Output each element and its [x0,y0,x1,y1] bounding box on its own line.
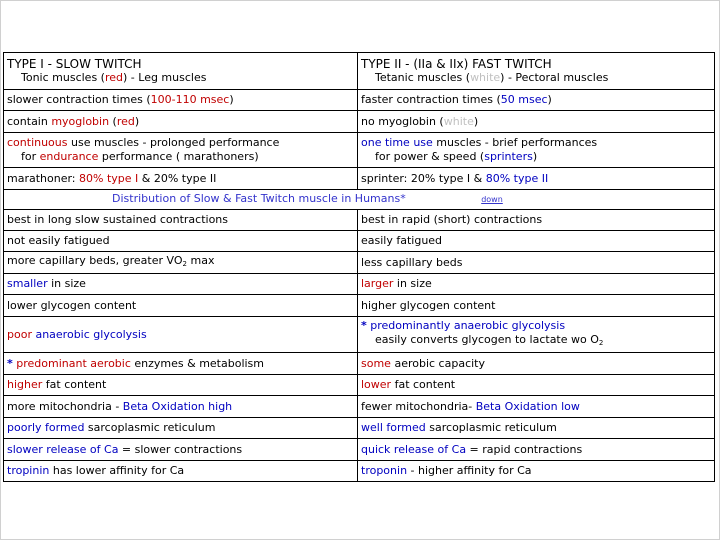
cell-left [4,133,358,168]
text-segment: Tonic muscles ( [21,71,105,84]
text-segment: tropinin [7,464,50,477]
text-segment: use muscles - prolonged performance [67,136,280,149]
text-segment: ) - Leg muscles [123,71,207,84]
text-segment: glycolysis [508,319,566,332]
text-segment: ) - Pectoral muscles [500,71,609,84]
cell-left [4,317,358,353]
text-segment: fat content [391,378,456,391]
text-segment: one time use [361,136,433,149]
muscle-fiber-comparison-table [3,52,715,482]
table-row [4,231,715,252]
cell-right [358,168,715,190]
cell-right: higher glycogen content [358,295,715,317]
cell-left [4,111,358,133]
text-segment: fewer mitochondria- [361,399,476,413]
cell-left: best in long slow sustained contractions [4,210,358,231]
cell-left [4,439,358,461]
text-segment: * [361,319,367,332]
cell-left: lower glycogen content [4,295,358,317]
text-segment: marathoner: [7,171,80,185]
text-segment: sarcoplasmic reticulum [84,421,216,434]
text-segment: endurance [39,150,99,163]
down-link[interactable]: down [481,195,503,204]
text-segment: sarcoplasmic reticulum [425,421,557,434]
text-segment: ) [473,114,479,128]
cell-left [4,90,358,111]
cell-right [358,133,715,168]
text-segment: predominantly [366,319,454,332]
text-segment: Tetanic muscles ( [375,71,471,84]
cell-right [358,90,715,111]
text-segment: faster contraction times ( [361,93,501,106]
cell-right: best in rapid (short) contractions [358,210,715,231]
table-row [4,375,715,396]
text-segment: - higher affinity for Ca [407,464,532,477]
cell-right [358,274,715,295]
text-segment: anaerobic [453,319,509,332]
text-segment: 80% type II [485,171,549,185]
table-row [4,168,715,190]
table-row [4,418,715,439]
text-segment: in size [47,277,86,290]
cell-right [358,418,715,439]
text-segment: more capillary beds, greater VO [7,254,183,267]
text-segment: ) [532,150,538,163]
type-ii-title: TYPE II - (IIa & IIx) FAST TWITCH [361,57,552,71]
text-segment: ) [229,93,234,106]
text-segment: 2 [182,260,187,268]
text-segment: ) [134,114,140,128]
type-i-subtitle [7,71,354,85]
text-segment: = slower contractions [118,442,243,456]
text-segment: white [443,114,474,128]
text-segment: predominant [12,356,91,370]
cell-left [4,252,358,274]
text-segment: for power & speed ( [375,150,485,163]
text-line [7,150,354,164]
cell-left [4,461,358,482]
type-i-title: TYPE I - SLOW TWITCH [7,57,142,71]
text-segment: max [187,254,215,267]
text-segment: well formed [361,421,426,434]
text-segment: troponin [361,464,408,477]
text-segment: slower release of Ca [7,442,119,456]
caption-row [4,190,715,210]
table-row [4,295,715,317]
text-line [361,150,711,164]
text-segment: poorly formed [7,421,85,434]
cell-right: less capillary beds [358,252,715,274]
text-segment: red [104,71,123,84]
text-segment: ) [547,93,552,106]
cell-left [4,375,358,396]
text-segment: contain [7,114,52,128]
cell-left [4,418,358,439]
text-segment: sprinter: 20% type I & [361,171,486,185]
table-row [4,210,715,231]
text-segment: 100-110 msec [150,93,230,106]
text-segment: red [116,114,135,128]
text-segment: * [7,356,13,370]
text-line [361,333,711,350]
text-segment: poor [7,327,32,341]
distribution-caption-link[interactable] [7,192,406,205]
cell-left [4,396,358,418]
text-segment: quick release of Ca [361,442,467,456]
text-segment: 2 [598,339,604,347]
cell-right [358,439,715,461]
table-header-row [4,53,715,90]
table-row [4,439,715,461]
text-segment: aerobic [90,356,131,370]
text-segment: 80% type I [79,171,139,185]
text-segment: slower contraction times ( [7,93,151,106]
table-row [4,396,715,418]
text-segment: = rapid contractions [466,442,583,456]
text-segment: Beta Oxidation low [475,399,580,413]
text-segment: higher [7,378,43,391]
cell-left [4,353,358,375]
text-segment: Distribution of Slow & Fast Twitch muscle in Humans [112,192,401,205]
cell-right [358,461,715,482]
cell-right [358,317,715,353]
caption-cell [4,190,715,210]
text-segment: no myoglobin ( [361,114,444,128]
text-segment: has lower affinity for Ca [49,464,185,477]
text-segment: easily converts glycogen to lactate wo O [375,333,599,346]
cell-left [4,274,358,295]
text-segment: fat content [42,378,107,391]
text-segment: * [400,192,406,205]
cell-left: not easily fatigued [4,231,358,252]
text-segment: lower [361,378,392,391]
table-row [4,111,715,133]
text-segment: aerobic capacity [390,356,485,370]
table-row [4,353,715,375]
text-segment: anaerobic glycolysis [31,327,147,341]
table-row [4,133,715,168]
text-segment: Beta Oxidation high [122,399,233,413]
table-row [4,274,715,295]
text-segment: for [21,150,40,163]
cell-right [358,111,715,133]
text-segment: some [361,356,391,370]
cell-right [358,396,715,418]
text-segment: 50 msec [500,93,548,106]
text-segment: in size [393,277,432,290]
text-segment: larger [361,277,394,290]
text-segment: enzymes & metabolism [130,356,265,370]
text-segment: more mitochondria - [7,399,123,413]
text-segment: sprinters [484,150,533,163]
text-segment: muscles - brief performances [432,136,598,149]
text-segment: ( [109,114,117,128]
text-segment: white [470,71,501,84]
cell-left [4,168,358,190]
table-row [4,252,715,274]
cell-right: easily fatigued [358,231,715,252]
text-segment: continuous [7,136,68,149]
text-segment: myoglobin [51,114,110,128]
text-segment: & 20% type II [138,171,217,185]
table-row [4,461,715,482]
table-row [4,90,715,111]
type-ii-header [358,53,715,90]
text-segment: performance ( marathoners) [98,150,259,163]
table-row [4,317,715,353]
cell-right [358,375,715,396]
text-segment: smaller [7,277,48,290]
cell-right [358,353,715,375]
type-ii-subtitle [361,71,711,85]
type-i-header [4,53,358,90]
